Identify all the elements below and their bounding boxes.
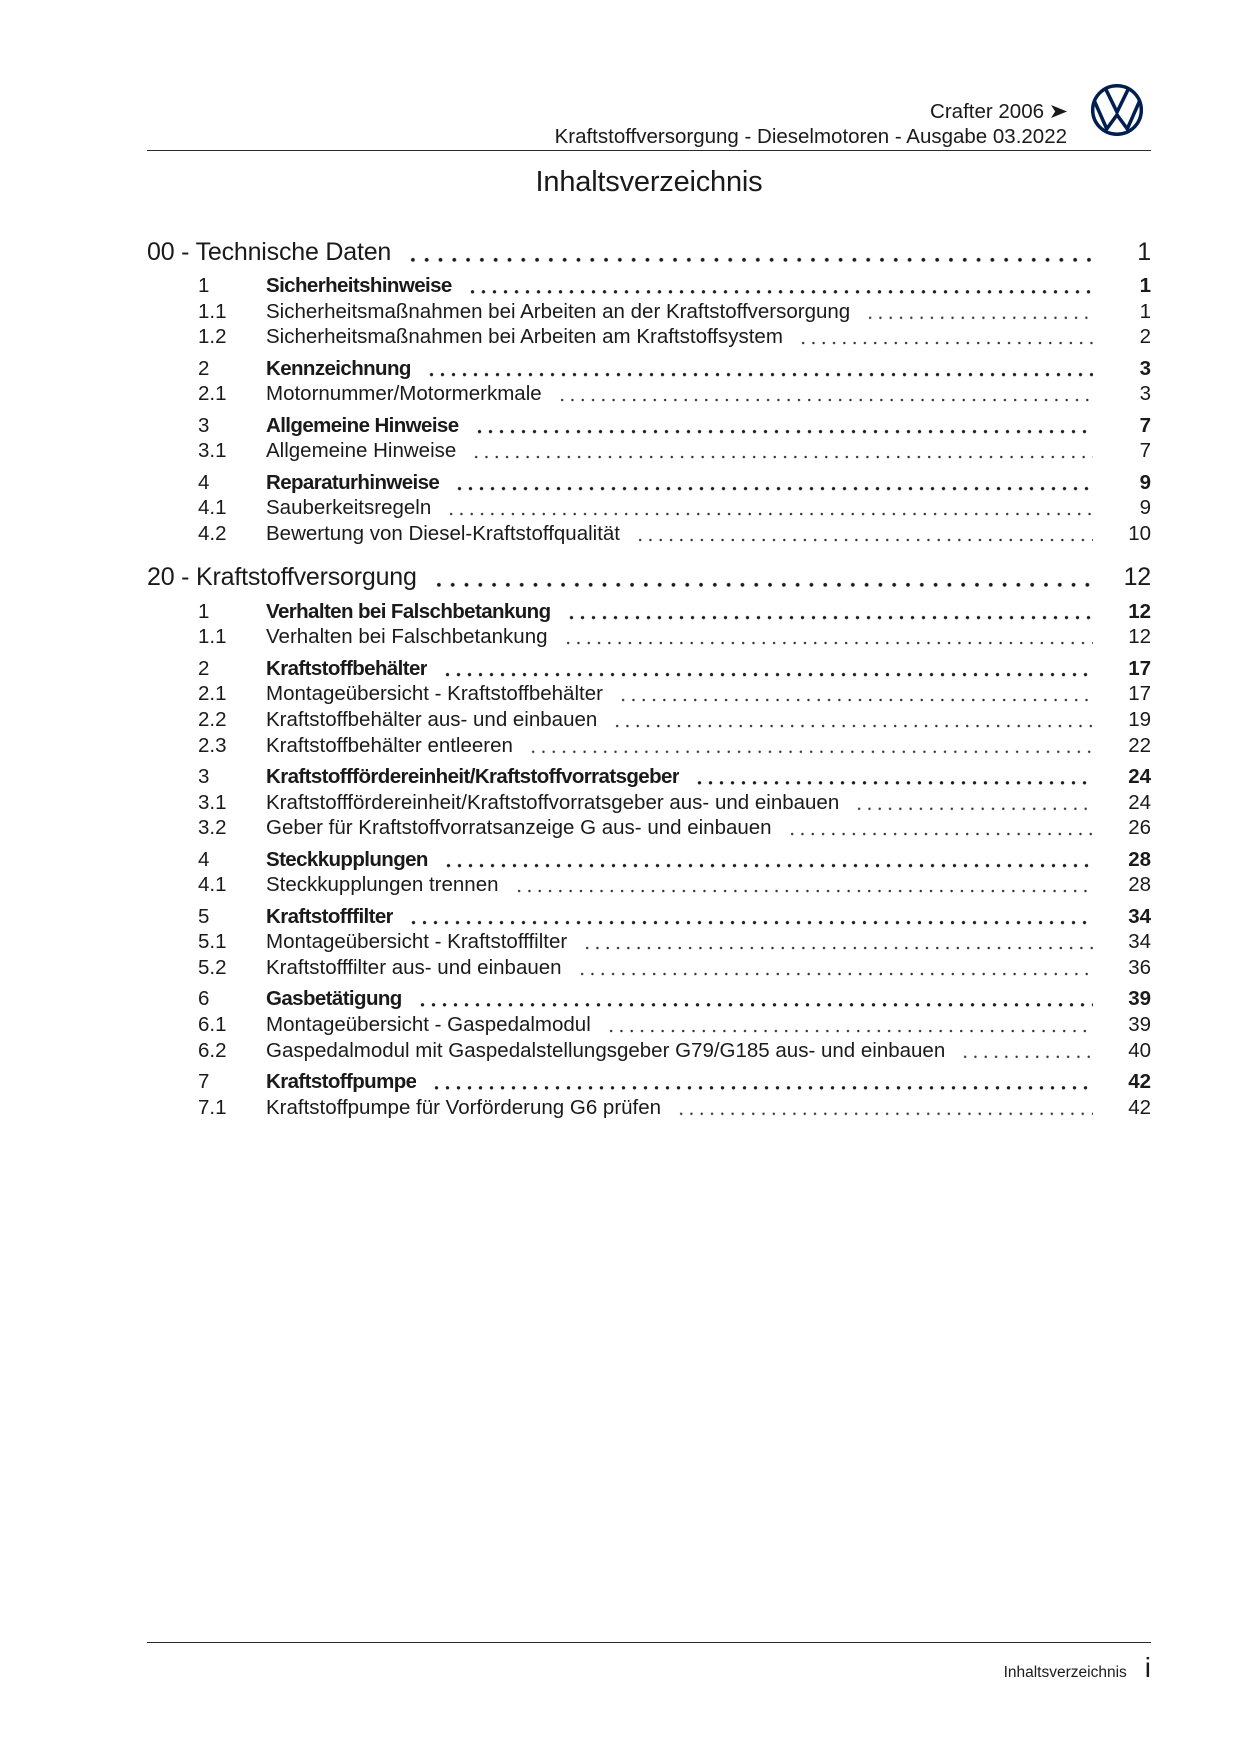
subsection-entry[interactable] <box>147 929 1151 955</box>
dot-leader <box>854 790 1093 816</box>
subsection-title: Motornummer/Motormerkmale <box>266 382 542 406</box>
header-rule <box>147 150 1151 151</box>
dot-leader <box>566 599 1094 625</box>
dot-leader <box>694 764 1093 790</box>
subsection-page-number: 10 <box>1128 522 1151 546</box>
dot-leader <box>417 986 1093 1012</box>
section-number: 2 <box>198 656 210 680</box>
section-number: 7 <box>198 1069 210 1093</box>
subsection-entry[interactable] <box>147 707 1151 733</box>
footer-page-number: i <box>1144 1652 1151 1683</box>
subsection-title: Kraftstoffpumpe für Vorförderung G6 prüfen <box>266 1095 662 1119</box>
subsection-number: 4.1 <box>198 873 227 897</box>
subsection-title: Kraftstofffördereinheit/Kraftstoffvorratsgeber aus- und einbauen <box>266 790 840 814</box>
subsection-page-number: 9 <box>1139 496 1151 520</box>
subsection-page-number: 42 <box>1128 1095 1151 1119</box>
page-footer <box>1004 1652 1151 1684</box>
subsection-entry[interactable] <box>147 1012 1151 1038</box>
dot-leader <box>431 1069 1093 1095</box>
toc-chapter <box>147 237 1151 547</box>
section-title: Sicherheitshinweise <box>266 274 452 298</box>
section-page-number: 12 <box>1128 599 1151 623</box>
section-title: Steckkupplungen <box>266 847 428 871</box>
section-entry[interactable] <box>147 904 1151 930</box>
dot-leader <box>443 847 1093 873</box>
dot-leader <box>474 413 1093 439</box>
dot-leader <box>865 299 1093 325</box>
subsection-title: Kraftstoffbehälter aus- und einbauen <box>266 707 598 731</box>
dot-leader <box>408 904 1093 930</box>
section-title: Kraftstoffpumpe <box>266 1069 417 1093</box>
subsection-title: Sicherheitsmaßnahmen bei Arbeiten an der Kraftstoffversorgung <box>266 299 851 323</box>
section-page-number: 3 <box>1139 356 1151 380</box>
page-title: Inhaltsverzeichnis <box>535 166 763 198</box>
section-page-number: 39 <box>1128 987 1151 1011</box>
subsection-number: 3.2 <box>198 816 227 840</box>
subsection-entry[interactable] <box>147 815 1151 841</box>
dot-leader <box>432 562 1093 593</box>
section-title: Reparaturhinweise <box>266 470 440 494</box>
section-page-number: 7 <box>1139 413 1151 437</box>
section-title: Kraftstofffördereinheit/Kraftstoffvorratsgeber <box>266 764 680 788</box>
dot-leader <box>618 681 1093 707</box>
subsection-number: 6.1 <box>198 1012 227 1036</box>
footer-rule <box>147 1642 1151 1643</box>
toc-section-group <box>147 413 1151 464</box>
subsection-number: 6.2 <box>198 1038 227 1062</box>
subsection-title: Sauberkeitsregeln <box>266 496 432 520</box>
dot-leader <box>635 521 1093 547</box>
dot-leader <box>514 872 1093 898</box>
toc-section-group <box>147 273 1151 350</box>
section-page-number: 24 <box>1128 764 1151 788</box>
dot-leader <box>467 273 1093 299</box>
header-model-line <box>555 99 1067 124</box>
dot-leader <box>798 324 1093 350</box>
section-number: 3 <box>198 764 210 788</box>
chapter-entry[interactable] <box>147 562 1151 593</box>
section-entry[interactable] <box>147 1069 1151 1095</box>
section-page-number: 17 <box>1128 656 1151 680</box>
toc-chapter <box>147 562 1151 1120</box>
subsection-entry[interactable] <box>147 324 1151 350</box>
subsection-title: Allgemeine Hinweise <box>266 439 457 463</box>
toc-section-group <box>147 599 1151 650</box>
dot-leader <box>454 470 1093 496</box>
chapter-entry[interactable] <box>147 237 1151 268</box>
subsection-entry[interactable] <box>147 438 1151 464</box>
toc-section-group <box>147 356 1151 407</box>
section-number: 3 <box>198 413 210 437</box>
section-title: Allgemeine Hinweise <box>266 413 459 437</box>
subsection-number: 4.1 <box>198 496 227 520</box>
subsection-title: Sicherheitsmaßnahmen bei Arbeiten am Kraftstoffsystem <box>266 325 783 349</box>
subsection-entry[interactable] <box>147 299 1151 325</box>
subsection-number: 1.2 <box>198 325 227 349</box>
dot-leader <box>960 1038 1093 1064</box>
subsection-number: 2.2 <box>198 707 227 731</box>
subsection-number: 2.1 <box>198 682 227 706</box>
section-number: 4 <box>198 470 210 494</box>
dot-leader <box>676 1095 1093 1121</box>
section-title: Kraftstofffilter <box>266 904 394 928</box>
section-page-number: 34 <box>1128 904 1151 928</box>
subsection-entry[interactable] <box>147 624 1151 650</box>
dot-leader <box>471 438 1093 464</box>
section-entry[interactable] <box>147 764 1151 790</box>
subsection-page-number: 17 <box>1128 682 1151 706</box>
subsection-number: 4.2 <box>198 522 227 546</box>
subsection-number: 1.1 <box>198 625 227 649</box>
toc-section-group <box>147 1069 1151 1120</box>
section-number: 1 <box>198 599 210 623</box>
page-header <box>555 99 1067 149</box>
subsection-title: Bewertung von Diesel-Kraftstoffqualität <box>266 522 621 546</box>
subsection-number: 3.1 <box>198 790 227 814</box>
section-entry[interactable] <box>147 847 1151 873</box>
subsection-page-number: 24 <box>1128 790 1151 814</box>
dot-leader <box>446 495 1093 521</box>
chapter-title: 20 - Kraftstoffversorgung <box>147 563 417 591</box>
subsection-title: Verhalten bei Falschbetankung <box>266 625 548 649</box>
subsection-title: Montageübersicht - Gaspedalmodul <box>266 1012 591 1036</box>
vw-logo-icon <box>1090 83 1144 137</box>
subsection-entry[interactable] <box>147 381 1151 407</box>
subsection-number: 2.3 <box>198 733 227 757</box>
subsection-entry[interactable] <box>147 681 1151 707</box>
subsection-title: Steckkupplungen trennen <box>266 873 499 897</box>
subsection-number: 1.1 <box>198 299 227 323</box>
section-entry[interactable] <box>147 273 1151 299</box>
subsection-entry[interactable] <box>147 790 1151 816</box>
dot-leader <box>528 733 1093 759</box>
subsection-page-number: 28 <box>1128 873 1151 897</box>
section-page-number: 28 <box>1128 847 1151 871</box>
subsection-entry[interactable] <box>147 955 1151 981</box>
header-model: Crafter 2006 <box>930 100 1044 123</box>
subsection-number: 7.1 <box>198 1095 227 1119</box>
header-subtitle: Kraftstoffversorgung - Dieselmotoren - Ausgabe 03.2022 <box>554 125 1067 148</box>
subsection-title: Montageübersicht - Kraftstoffbehälter <box>266 682 603 706</box>
toc-section-group <box>147 470 1151 547</box>
subsection-title: Kraftstofffilter aus- und einbauen <box>266 955 562 979</box>
section-title: Kennzeichnung <box>266 356 411 380</box>
subsection-title: Gaspedalmodul mit Gaspedalstellungsgeber G79/G185 aus- und einbauen <box>266 1038 946 1062</box>
toc-section-group <box>147 986 1151 1063</box>
section-title: Kraftstoffbehälter <box>266 656 428 680</box>
section-number: 4 <box>198 847 210 871</box>
subsection-page-number: 12 <box>1128 625 1151 649</box>
section-entry[interactable] <box>147 986 1151 1012</box>
subsection-title: Montageübersicht - Kraftstofffilter <box>266 930 568 954</box>
subsection-page-number: 3 <box>1139 382 1151 406</box>
subsection-page-number: 22 <box>1128 733 1151 757</box>
subsection-number: 3.1 <box>198 439 227 463</box>
footer-label: Inhaltsverzeichnis <box>1003 1664 1127 1681</box>
subsection-number: 2.1 <box>198 382 227 406</box>
dot-leader <box>426 356 1093 382</box>
section-entry[interactable] <box>147 413 1151 439</box>
chapter-page-number: 12 <box>1123 563 1151 591</box>
toc-section-group <box>147 847 1151 898</box>
section-number: 6 <box>198 987 210 1011</box>
chapter-page-number: 1 <box>1137 237 1151 266</box>
subsection-title: Geber für Kraftstoffvorratsanzeige G aus- und einbauen <box>266 816 772 840</box>
section-number: 2 <box>198 356 210 380</box>
dot-leader <box>577 955 1093 981</box>
subsection-page-number: 2 <box>1139 325 1151 349</box>
toc-section-group <box>147 904 1151 981</box>
section-entry[interactable] <box>147 599 1151 625</box>
section-entry[interactable] <box>147 470 1151 496</box>
subsection-page-number: 40 <box>1128 1038 1151 1062</box>
subsection-title: Kraftstoffbehälter entleeren <box>266 733 513 757</box>
subsection-page-number: 7 <box>1139 439 1151 463</box>
subsection-entry[interactable] <box>147 1095 1151 1121</box>
subsection-page-number: 1 <box>1139 299 1151 323</box>
section-title: Gasbetätigung <box>266 987 402 1011</box>
subsection-entry[interactable] <box>147 733 1151 759</box>
arrow-right-icon <box>1051 105 1067 118</box>
dot-leader <box>606 1012 1093 1038</box>
subsection-entry[interactable] <box>147 1038 1151 1064</box>
subsection-number: 5.2 <box>198 955 227 979</box>
subsection-number: 5.1 <box>198 930 227 954</box>
table-of-contents <box>147 237 1151 1121</box>
subsection-page-number: 26 <box>1128 816 1151 840</box>
subsection-page-number: 39 <box>1128 1012 1151 1036</box>
subsection-entry[interactable] <box>147 495 1151 521</box>
dot-leader <box>787 815 1093 841</box>
toc-section-group <box>147 656 1151 759</box>
subsection-page-number: 19 <box>1128 707 1151 731</box>
toc-section-group <box>147 764 1151 841</box>
section-page-number: 1 <box>1139 274 1151 298</box>
section-page-number: 42 <box>1128 1069 1151 1093</box>
dot-leader <box>582 929 1093 955</box>
section-page-number: 9 <box>1139 470 1151 494</box>
section-title: Verhalten bei Falschbetankung <box>266 599 551 623</box>
subsection-page-number: 34 <box>1128 930 1151 954</box>
section-number: 5 <box>198 904 210 928</box>
dot-leader <box>612 707 1093 733</box>
section-number: 1 <box>198 274 210 298</box>
dot-leader <box>557 381 1093 407</box>
subsection-entry[interactable] <box>147 521 1151 547</box>
subsection-page-number: 36 <box>1128 955 1151 979</box>
section-entry[interactable] <box>147 656 1151 682</box>
chapter-title: 00 - Technische Daten <box>147 237 392 266</box>
dot-leader <box>406 237 1093 268</box>
dot-leader <box>563 624 1093 650</box>
dot-leader <box>442 656 1093 682</box>
subsection-entry[interactable] <box>147 872 1151 898</box>
section-entry[interactable] <box>147 356 1151 382</box>
